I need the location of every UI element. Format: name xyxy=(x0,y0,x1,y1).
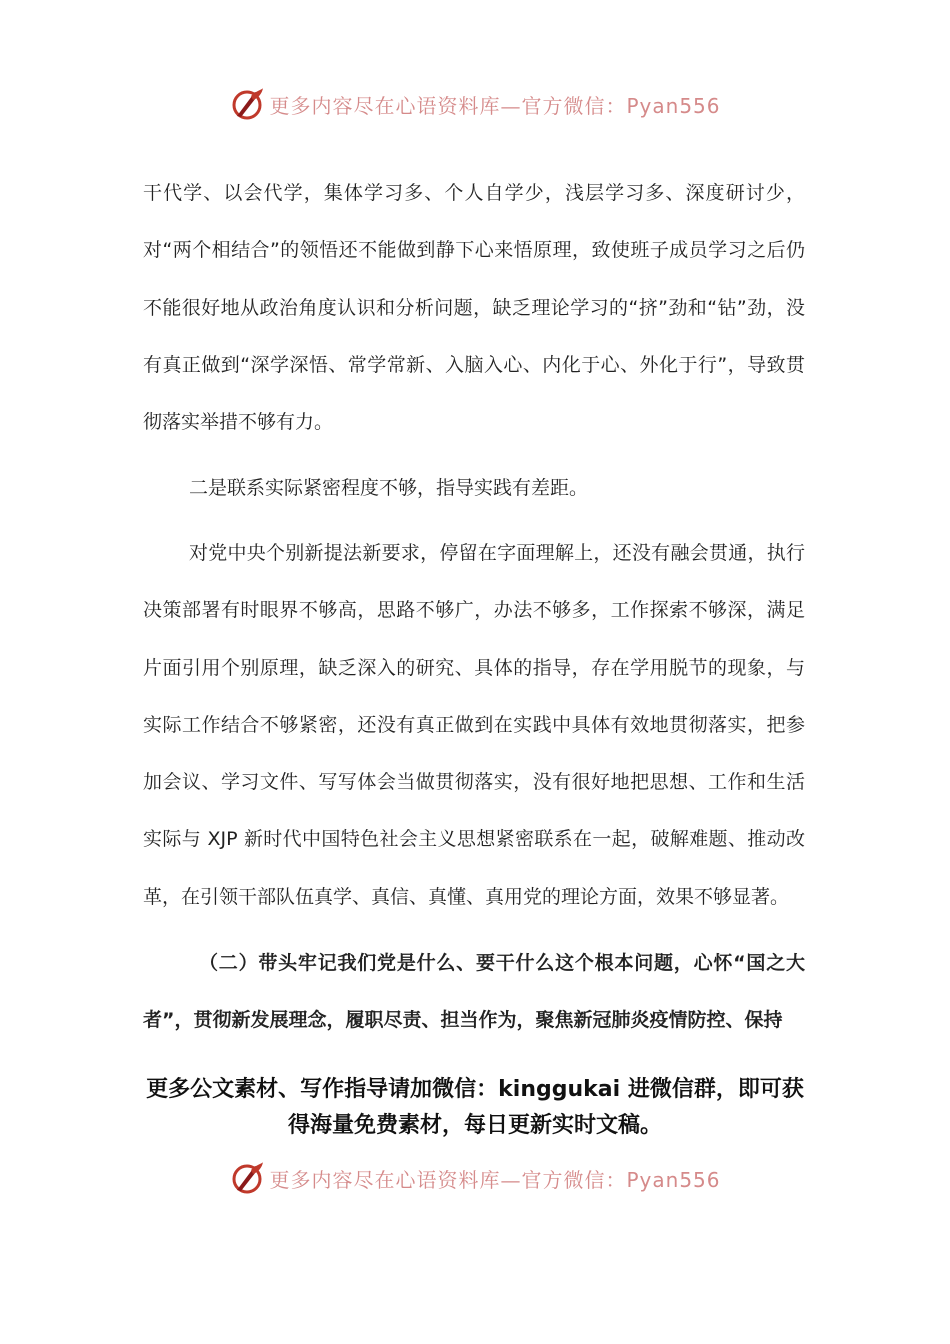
footer-wechat-id: Pyan556 xyxy=(626,1167,721,1192)
paragraph-section-two-heading: （二）带头牢记我们党是什么、要干什么这个根本问题，心怀“国之大者”，贯彻新发展理念，履职尽责、担当作为，聚焦新冠肺炎疫情防控、保持 xyxy=(143,952,805,1032)
promo-notice: 更多公文素材、写作指导请加微信：kinggukai 进微信群，即可获得海量免费素材，每日更新实时文稿。 xyxy=(146,1077,804,1138)
header-wechat-id: Pyan556 xyxy=(626,93,721,118)
quill-logo-icon xyxy=(229,86,265,122)
header-watermark-banner xyxy=(0,84,950,124)
paragraph-practice-details: 对党中央个别新提法新要求，停留在字面理解上，还没有融会贯通，执行决策部署有时眼界不够高，思路不够广，办法不够多，工作探索不够深，满足片面引用个别原理，缺乏深入的研究、具体的指导，存在学用脱节的现象，与实际工作结合不够紧密，还没有真正做到在实践中具体有效地贯彻落实，把参加会议、学习文件、写写体会当做贯彻落实，没有很好地把思想、工作和生活实际与 XJP 新时代中国特色社会主义思想紧密联系在一起，破解难题、推动改革，在引领干部队伍真学、真信、真懂、真用党的理论方面，效果不够显著。 xyxy=(143,542,805,908)
footer-banner-text: 更多内容尽在心语资料库—官方微信：Pyan556 xyxy=(269,1167,721,1192)
paragraph-heading-practice-gap: 二是联系实际紧密程度不够，指导实践有差距。 xyxy=(189,477,589,499)
quill-logo-icon xyxy=(229,1160,265,1196)
paragraph-study-issues: 干代学、以会代学，集体学习多、个人自学少，浅层学习多、深度研讨少，对“两个相结合”的领悟还不能做到静下心来悟原理，致使班子成员学习之后仍不能很好地从政治角度认识和分析问题，缺乏理论学习的“挤”劲和“钻”劲，没有真正做到“深学深悟、常学常新、入脑入心、内化于心、外化于行”，导致贯彻落实举措不够有力。 xyxy=(143,182,805,434)
header-banner-text: 更多内容尽在心语资料库—官方微信：Pyan556 xyxy=(269,93,721,118)
footer-watermark-banner xyxy=(0,1158,950,1198)
